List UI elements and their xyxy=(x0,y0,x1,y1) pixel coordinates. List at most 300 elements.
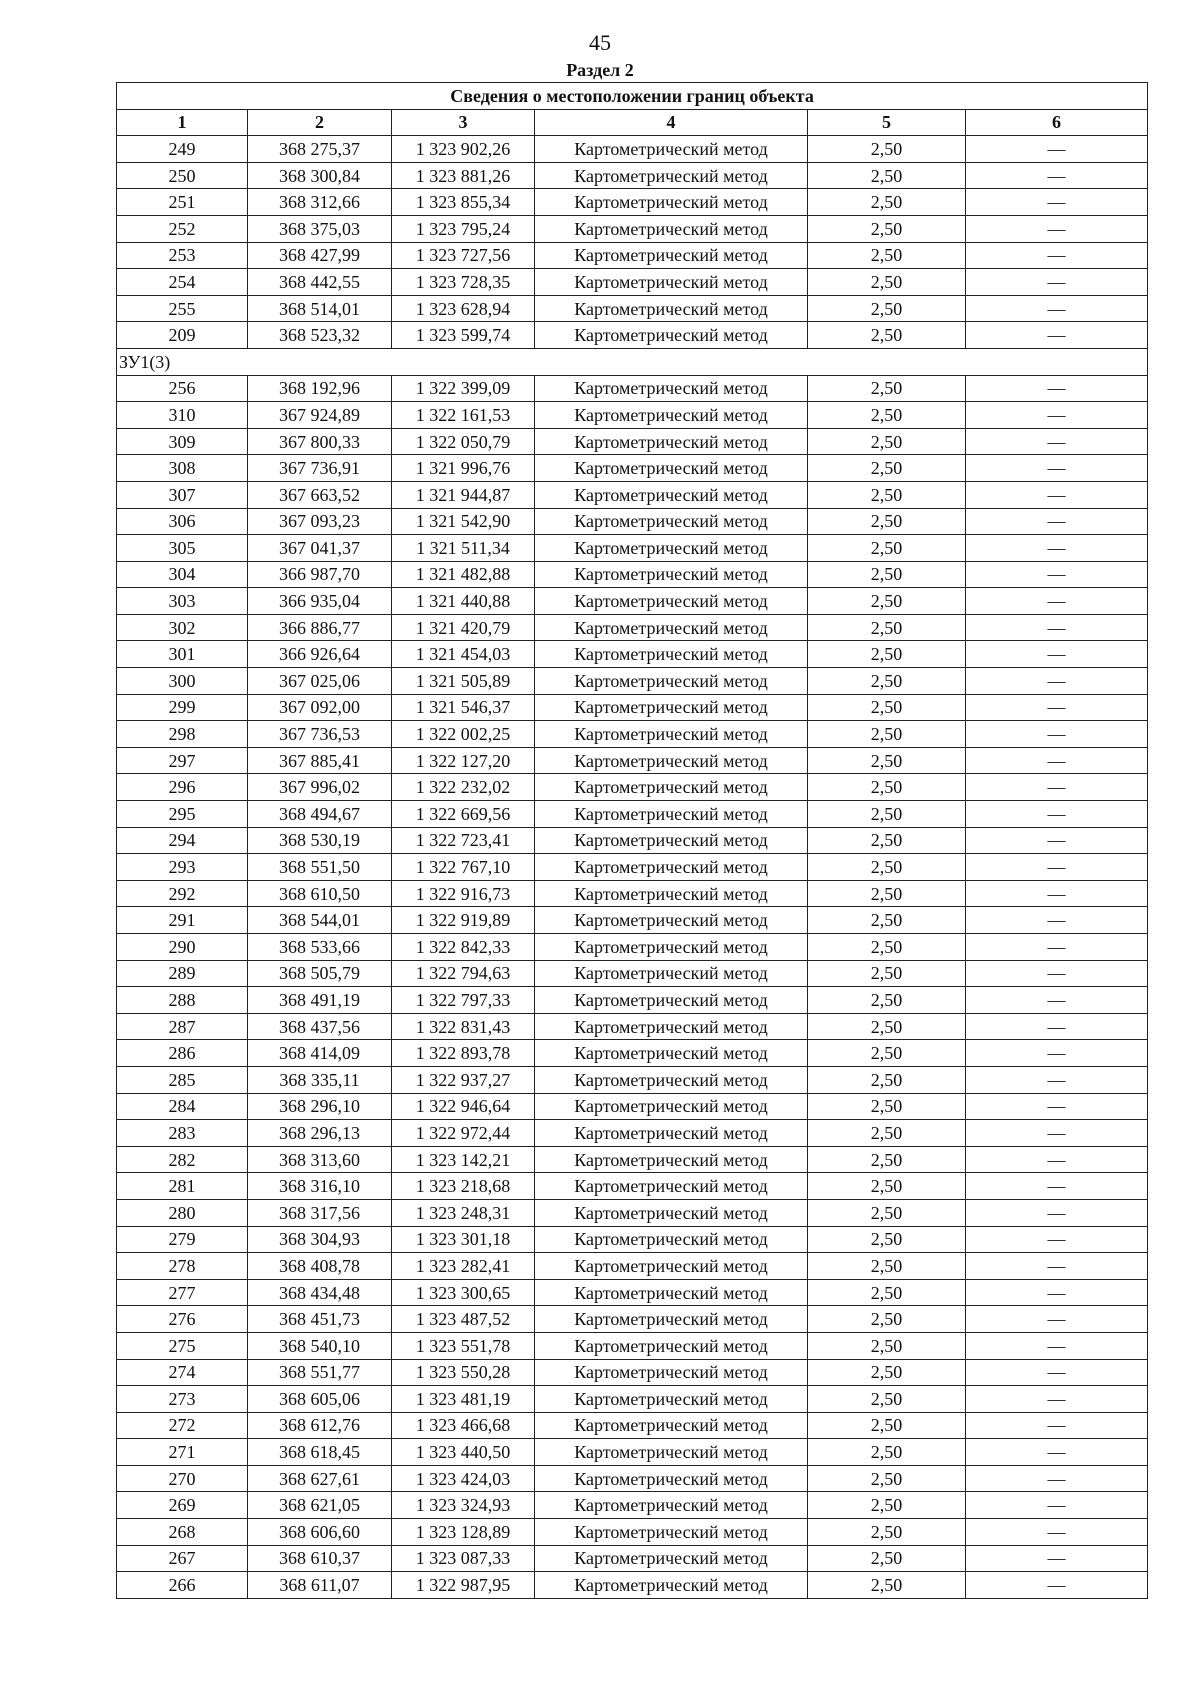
point-number-cell: 249 xyxy=(117,136,248,163)
point-number-cell: 282 xyxy=(117,1146,248,1173)
x-coordinate-cell: 368 451,73 xyxy=(248,1306,392,1333)
x-coordinate-cell: 368 300,84 xyxy=(248,162,392,189)
x-coordinate-cell: 367 924,89 xyxy=(248,402,392,429)
accuracy-cell: 2,50 xyxy=(808,375,966,402)
y-coordinate-cell: 1 322 937,27 xyxy=(392,1066,535,1093)
accuracy-cell: 2,50 xyxy=(808,1332,966,1359)
x-coordinate-cell: 368 313,60 xyxy=(248,1146,392,1173)
x-coordinate-cell: 366 926,64 xyxy=(248,641,392,668)
y-coordinate-cell: 1 323 481,19 xyxy=(392,1386,535,1413)
table-row xyxy=(117,1439,1148,1466)
table-row xyxy=(117,1226,1148,1253)
point-number-cell: 251 xyxy=(117,189,248,216)
description-cell: — xyxy=(966,162,1148,189)
description-cell: — xyxy=(966,215,1148,242)
description-cell: — xyxy=(966,1545,1148,1572)
point-number-cell: 270 xyxy=(117,1465,248,1492)
method-cell: Картометрический метод xyxy=(535,1093,808,1120)
accuracy-cell: 2,50 xyxy=(808,1013,966,1040)
x-coordinate-cell: 368 296,13 xyxy=(248,1120,392,1147)
description-cell: — xyxy=(966,561,1148,588)
point-number-cell: 294 xyxy=(117,827,248,854)
method-cell: Картометрический метод xyxy=(535,588,808,615)
table-row xyxy=(117,694,1148,721)
section-title: Раздел 2 xyxy=(566,60,634,80)
y-coordinate-cell: 1 323 087,33 xyxy=(392,1545,535,1572)
table-row xyxy=(117,934,1148,961)
column-header: 4 xyxy=(535,109,808,136)
y-coordinate-cell: 1 322 002,25 xyxy=(392,721,535,748)
method-cell: Картометрический метод xyxy=(535,1439,808,1466)
method-cell: Картометрический метод xyxy=(535,322,808,349)
accuracy-cell: 2,50 xyxy=(808,960,966,987)
description-cell: — xyxy=(966,1253,1148,1280)
description-cell: — xyxy=(966,747,1148,774)
method-cell: Картометрический метод xyxy=(535,1226,808,1253)
accuracy-cell: 2,50 xyxy=(808,242,966,269)
y-coordinate-cell: 1 322 797,33 xyxy=(392,987,535,1014)
accuracy-cell: 2,50 xyxy=(808,189,966,216)
method-cell: Картометрический метод xyxy=(535,1253,808,1280)
description-cell: — xyxy=(966,641,1148,668)
method-cell: Картометрический метод xyxy=(535,1412,808,1439)
method-cell: Картометрический метод xyxy=(535,136,808,163)
accuracy-cell: 2,50 xyxy=(808,1253,966,1280)
table-group-row xyxy=(117,348,1148,375)
accuracy-cell: 2,50 xyxy=(808,1412,966,1439)
x-coordinate-cell: 368 491,19 xyxy=(248,987,392,1014)
y-coordinate-cell: 1 323 466,68 xyxy=(392,1412,535,1439)
column-header: 5 xyxy=(808,109,966,136)
x-coordinate-cell: 367 800,33 xyxy=(248,428,392,455)
method-cell: Картометрический метод xyxy=(535,1306,808,1333)
method-cell: Картометрический метод xyxy=(535,614,808,641)
table-row xyxy=(117,1359,1148,1386)
accuracy-cell: 2,50 xyxy=(808,1386,966,1413)
description-cell: — xyxy=(966,1412,1148,1439)
table-row xyxy=(117,508,1148,535)
group-label: ЗУ1(3) xyxy=(117,348,1148,375)
table-row xyxy=(117,215,1148,242)
point-number-cell: 276 xyxy=(117,1306,248,1333)
method-cell: Картометрический метод xyxy=(535,481,808,508)
y-coordinate-cell: 1 322 232,02 xyxy=(392,774,535,801)
method-cell: Картометрический метод xyxy=(535,375,808,402)
point-number-cell: 256 xyxy=(117,375,248,402)
accuracy-cell: 2,50 xyxy=(808,668,966,695)
point-number-cell: 287 xyxy=(117,1013,248,1040)
y-coordinate-cell: 1 322 161,53 xyxy=(392,402,535,429)
table-row xyxy=(117,295,1148,322)
description-cell: — xyxy=(966,402,1148,429)
point-number-cell: 266 xyxy=(117,1572,248,1599)
method-cell: Картометрический метод xyxy=(535,1199,808,1226)
accuracy-cell: 2,50 xyxy=(808,508,966,535)
x-coordinate-cell: 367 663,52 xyxy=(248,481,392,508)
x-coordinate-cell: 368 427,99 xyxy=(248,242,392,269)
accuracy-cell: 2,50 xyxy=(808,1093,966,1120)
y-coordinate-cell: 1 323 628,94 xyxy=(392,295,535,322)
accuracy-cell: 2,50 xyxy=(808,614,966,641)
x-coordinate-cell: 368 335,11 xyxy=(248,1066,392,1093)
x-coordinate-cell: 368 442,55 xyxy=(248,269,392,296)
accuracy-cell: 2,50 xyxy=(808,1040,966,1067)
method-cell: Картометрический метод xyxy=(535,1572,808,1599)
description-cell: — xyxy=(966,1146,1148,1173)
method-cell: Картометрический метод xyxy=(535,402,808,429)
y-coordinate-cell: 1 323 301,18 xyxy=(392,1226,535,1253)
method-cell: Картометрический метод xyxy=(535,189,808,216)
accuracy-cell: 2,50 xyxy=(808,694,966,721)
method-cell: Картометрический метод xyxy=(535,455,808,482)
accuracy-cell: 2,50 xyxy=(808,215,966,242)
x-coordinate-cell: 368 316,10 xyxy=(248,1173,392,1200)
y-coordinate-cell: 1 321 542,90 xyxy=(392,508,535,535)
point-number-cell: 268 xyxy=(117,1519,248,1546)
method-cell: Картометрический метод xyxy=(535,508,808,535)
table-row xyxy=(117,854,1148,881)
description-cell: — xyxy=(966,1013,1148,1040)
table-row xyxy=(117,880,1148,907)
description-cell: — xyxy=(966,189,1148,216)
point-number-cell: 307 xyxy=(117,481,248,508)
column-header: 2 xyxy=(248,109,392,136)
method-cell: Картометрический метод xyxy=(535,668,808,695)
point-number-cell: 269 xyxy=(117,1492,248,1519)
description-cell: — xyxy=(966,801,1148,828)
y-coordinate-cell: 1 322 916,73 xyxy=(392,880,535,907)
y-coordinate-cell: 1 322 831,43 xyxy=(392,1013,535,1040)
table-row xyxy=(117,1306,1148,1333)
y-coordinate-cell: 1 323 300,65 xyxy=(392,1279,535,1306)
table-body xyxy=(117,136,1148,1599)
x-coordinate-cell: 368 540,10 xyxy=(248,1332,392,1359)
description-cell: — xyxy=(966,907,1148,934)
table-row xyxy=(117,1093,1148,1120)
description-cell: — xyxy=(966,1386,1148,1413)
description-cell: — xyxy=(966,428,1148,455)
x-coordinate-cell: 368 605,06 xyxy=(248,1386,392,1413)
accuracy-cell: 2,50 xyxy=(808,934,966,961)
method-cell: Картометрический метод xyxy=(535,827,808,854)
y-coordinate-cell: 1 323 855,34 xyxy=(392,189,535,216)
x-coordinate-cell: 368 437,56 xyxy=(248,1013,392,1040)
method-cell: Картометрический метод xyxy=(535,721,808,748)
table-row xyxy=(117,588,1148,615)
point-number-cell: 302 xyxy=(117,614,248,641)
x-coordinate-cell: 368 312,66 xyxy=(248,189,392,216)
table-row xyxy=(117,1572,1148,1599)
accuracy-cell: 2,50 xyxy=(808,322,966,349)
description-cell: — xyxy=(966,668,1148,695)
y-coordinate-cell: 1 323 128,89 xyxy=(392,1519,535,1546)
point-number-cell: 296 xyxy=(117,774,248,801)
method-cell: Картометрический метод xyxy=(535,215,808,242)
description-cell: — xyxy=(966,1120,1148,1147)
x-coordinate-cell: 366 987,70 xyxy=(248,561,392,588)
table-row xyxy=(117,189,1148,216)
y-coordinate-cell: 1 323 324,93 xyxy=(392,1492,535,1519)
method-cell: Картометрический метод xyxy=(535,1120,808,1147)
accuracy-cell: 2,50 xyxy=(808,1146,966,1173)
y-coordinate-cell: 1 323 551,78 xyxy=(392,1332,535,1359)
y-coordinate-cell: 1 323 550,28 xyxy=(392,1359,535,1386)
description-cell: — xyxy=(966,1173,1148,1200)
point-number-cell: 271 xyxy=(117,1439,248,1466)
method-cell: Картометрический метод xyxy=(535,1359,808,1386)
accuracy-cell: 2,50 xyxy=(808,801,966,828)
y-coordinate-cell: 1 322 919,89 xyxy=(392,907,535,934)
x-coordinate-cell: 368 514,01 xyxy=(248,295,392,322)
point-number-cell: 299 xyxy=(117,694,248,721)
description-cell: — xyxy=(966,1359,1148,1386)
method-cell: Картометрический метод xyxy=(535,1040,808,1067)
method-cell: Картометрический метод xyxy=(535,428,808,455)
point-number-cell: 291 xyxy=(117,907,248,934)
description-cell: — xyxy=(966,1306,1148,1333)
accuracy-cell: 2,50 xyxy=(808,827,966,854)
x-coordinate-cell: 367 025,06 xyxy=(248,668,392,695)
y-coordinate-cell: 1 321 454,03 xyxy=(392,641,535,668)
y-coordinate-cell: 1 323 727,56 xyxy=(392,242,535,269)
method-cell: Картометрический метод xyxy=(535,1146,808,1173)
y-coordinate-cell: 1 323 248,31 xyxy=(392,1199,535,1226)
x-coordinate-cell: 367 736,91 xyxy=(248,455,392,482)
accuracy-cell: 2,50 xyxy=(808,721,966,748)
y-coordinate-cell: 1 321 996,76 xyxy=(392,455,535,482)
description-cell: — xyxy=(966,934,1148,961)
method-cell: Картометрический метод xyxy=(535,1492,808,1519)
table-row xyxy=(117,242,1148,269)
point-number-cell: 254 xyxy=(117,269,248,296)
point-number-cell: 272 xyxy=(117,1412,248,1439)
y-coordinate-cell: 1 323 881,26 xyxy=(392,162,535,189)
method-cell: Картометрический метод xyxy=(535,854,808,881)
description-cell: — xyxy=(966,987,1148,1014)
x-coordinate-cell: 368 611,07 xyxy=(248,1572,392,1599)
method-cell: Картометрический метод xyxy=(535,535,808,562)
accuracy-cell: 2,50 xyxy=(808,1492,966,1519)
accuracy-cell: 2,50 xyxy=(808,402,966,429)
method-cell: Картометрический метод xyxy=(535,269,808,296)
method-cell: Картометрический метод xyxy=(535,1545,808,1572)
accuracy-cell: 2,50 xyxy=(808,747,966,774)
table-row xyxy=(117,1545,1148,1572)
accuracy-cell: 2,50 xyxy=(808,854,966,881)
description-cell: — xyxy=(966,1040,1148,1067)
description-cell: — xyxy=(966,136,1148,163)
accuracy-cell: 2,50 xyxy=(808,1359,966,1386)
table-row xyxy=(117,1173,1148,1200)
point-number-cell: 279 xyxy=(117,1226,248,1253)
method-cell: Картометрический метод xyxy=(535,561,808,588)
table-row xyxy=(117,1040,1148,1067)
point-number-cell: 289 xyxy=(117,960,248,987)
point-number-cell: 288 xyxy=(117,987,248,1014)
x-coordinate-cell: 368 551,50 xyxy=(248,854,392,881)
table-row xyxy=(117,827,1148,854)
table-row xyxy=(117,428,1148,455)
method-cell: Картометрический метод xyxy=(535,960,808,987)
column-header: 3 xyxy=(392,109,535,136)
method-cell: Картометрический метод xyxy=(535,242,808,269)
y-coordinate-cell: 1 321 511,34 xyxy=(392,535,535,562)
accuracy-cell: 2,50 xyxy=(808,1199,966,1226)
point-number-cell: 209 xyxy=(117,322,248,349)
x-coordinate-cell: 368 606,60 xyxy=(248,1519,392,1546)
x-coordinate-cell: 368 621,05 xyxy=(248,1492,392,1519)
point-number-cell: 280 xyxy=(117,1199,248,1226)
x-coordinate-cell: 367 093,23 xyxy=(248,508,392,535)
description-cell: — xyxy=(966,242,1148,269)
x-coordinate-cell: 368 627,61 xyxy=(248,1465,392,1492)
x-coordinate-cell: 368 523,32 xyxy=(248,322,392,349)
point-number-cell: 303 xyxy=(117,588,248,615)
point-number-cell: 278 xyxy=(117,1253,248,1280)
y-coordinate-cell: 1 322 399,09 xyxy=(392,375,535,402)
table-row xyxy=(117,455,1148,482)
description-cell: — xyxy=(966,1439,1148,1466)
table-row xyxy=(117,721,1148,748)
table-row xyxy=(117,960,1148,987)
point-number-cell: 267 xyxy=(117,1545,248,1572)
accuracy-cell: 2,50 xyxy=(808,1306,966,1333)
description-cell: — xyxy=(966,774,1148,801)
description-cell: — xyxy=(966,1465,1148,1492)
point-number-cell: 301 xyxy=(117,641,248,668)
table-row xyxy=(117,136,1148,163)
x-coordinate-cell: 367 092,00 xyxy=(248,694,392,721)
method-cell: Картометрический метод xyxy=(535,1066,808,1093)
method-cell: Картометрический метод xyxy=(535,774,808,801)
point-number-cell: 277 xyxy=(117,1279,248,1306)
table-row xyxy=(117,1199,1148,1226)
accuracy-cell: 2,50 xyxy=(808,269,966,296)
accuracy-cell: 2,50 xyxy=(808,455,966,482)
y-coordinate-cell: 1 322 893,78 xyxy=(392,1040,535,1067)
x-coordinate-cell: 368 275,37 xyxy=(248,136,392,163)
point-number-cell: 273 xyxy=(117,1386,248,1413)
method-cell: Картометрический метод xyxy=(535,1519,808,1546)
y-coordinate-cell: 1 323 218,68 xyxy=(392,1173,535,1200)
table-row xyxy=(117,1519,1148,1546)
y-coordinate-cell: 1 323 728,35 xyxy=(392,269,535,296)
description-cell: — xyxy=(966,455,1148,482)
x-coordinate-cell: 368 530,19 xyxy=(248,827,392,854)
point-number-cell: 285 xyxy=(117,1066,248,1093)
description-cell: — xyxy=(966,1572,1148,1599)
point-number-cell: 298 xyxy=(117,721,248,748)
point-number-cell: 297 xyxy=(117,747,248,774)
point-number-cell: 255 xyxy=(117,295,248,322)
y-coordinate-cell: 1 323 440,50 xyxy=(392,1439,535,1466)
y-coordinate-cell: 1 323 487,52 xyxy=(392,1306,535,1333)
page-number: 45 xyxy=(589,30,611,55)
accuracy-cell: 2,50 xyxy=(808,641,966,668)
table-row xyxy=(117,774,1148,801)
method-cell: Картометрический метод xyxy=(535,641,808,668)
description-cell: — xyxy=(966,322,1148,349)
y-coordinate-cell: 1 323 424,03 xyxy=(392,1465,535,1492)
accuracy-cell: 2,50 xyxy=(808,588,966,615)
y-coordinate-cell: 1 323 599,74 xyxy=(392,322,535,349)
y-coordinate-cell: 1 321 546,37 xyxy=(392,694,535,721)
description-cell: — xyxy=(966,694,1148,721)
description-cell: — xyxy=(966,1066,1148,1093)
x-coordinate-cell: 367 885,41 xyxy=(248,747,392,774)
y-coordinate-cell: 1 323 282,41 xyxy=(392,1253,535,1280)
y-coordinate-cell: 1 322 842,33 xyxy=(392,934,535,961)
table-row xyxy=(117,1146,1148,1173)
x-coordinate-cell: 366 886,77 xyxy=(248,614,392,641)
point-number-cell: 295 xyxy=(117,801,248,828)
table-row xyxy=(117,1465,1148,1492)
method-cell: Картометрический метод xyxy=(535,1173,808,1200)
point-number-cell: 310 xyxy=(117,402,248,429)
y-coordinate-cell: 1 322 669,56 xyxy=(392,801,535,828)
description-cell: — xyxy=(966,535,1148,562)
method-cell: Картометрический метод xyxy=(535,1465,808,1492)
table-caption-row xyxy=(117,83,1148,110)
accuracy-cell: 2,50 xyxy=(808,1519,966,1546)
table-row xyxy=(117,535,1148,562)
x-coordinate-cell: 368 375,03 xyxy=(248,215,392,242)
description-cell: — xyxy=(966,481,1148,508)
boundary-coordinates-table xyxy=(116,82,1148,1599)
point-number-cell: 253 xyxy=(117,242,248,269)
table-header-row xyxy=(117,109,1148,136)
x-coordinate-cell: 368 304,93 xyxy=(248,1226,392,1253)
x-coordinate-cell: 368 551,77 xyxy=(248,1359,392,1386)
x-coordinate-cell: 368 296,10 xyxy=(248,1093,392,1120)
y-coordinate-cell: 1 322 767,10 xyxy=(392,854,535,881)
description-cell: — xyxy=(966,295,1148,322)
x-coordinate-cell: 368 434,48 xyxy=(248,1279,392,1306)
y-coordinate-cell: 1 321 440,88 xyxy=(392,588,535,615)
accuracy-cell: 2,50 xyxy=(808,136,966,163)
description-cell: — xyxy=(966,1279,1148,1306)
y-coordinate-cell: 1 321 944,87 xyxy=(392,481,535,508)
accuracy-cell: 2,50 xyxy=(808,535,966,562)
x-coordinate-cell: 368 610,37 xyxy=(248,1545,392,1572)
table-row xyxy=(117,747,1148,774)
accuracy-cell: 2,50 xyxy=(808,1439,966,1466)
x-coordinate-cell: 368 612,76 xyxy=(248,1412,392,1439)
method-cell: Картометрический метод xyxy=(535,801,808,828)
x-coordinate-cell: 368 414,09 xyxy=(248,1040,392,1067)
table-row xyxy=(117,1412,1148,1439)
point-number-cell: 306 xyxy=(117,508,248,535)
description-cell: — xyxy=(966,508,1148,535)
point-number-cell: 281 xyxy=(117,1173,248,1200)
y-coordinate-cell: 1 323 795,24 xyxy=(392,215,535,242)
method-cell: Картометрический метод xyxy=(535,934,808,961)
y-coordinate-cell: 1 321 482,88 xyxy=(392,561,535,588)
column-header: 6 xyxy=(966,109,1148,136)
table-row xyxy=(117,322,1148,349)
y-coordinate-cell: 1 322 946,64 xyxy=(392,1093,535,1120)
description-cell: — xyxy=(966,1093,1148,1120)
description-cell: — xyxy=(966,1492,1148,1519)
table-row xyxy=(117,907,1148,934)
x-coordinate-cell: 368 610,50 xyxy=(248,880,392,907)
table-row xyxy=(117,269,1148,296)
x-coordinate-cell: 368 192,96 xyxy=(248,375,392,402)
y-coordinate-cell: 1 322 794,63 xyxy=(392,960,535,987)
x-coordinate-cell: 367 996,02 xyxy=(248,774,392,801)
table-row xyxy=(117,1253,1148,1280)
point-number-cell: 252 xyxy=(117,215,248,242)
